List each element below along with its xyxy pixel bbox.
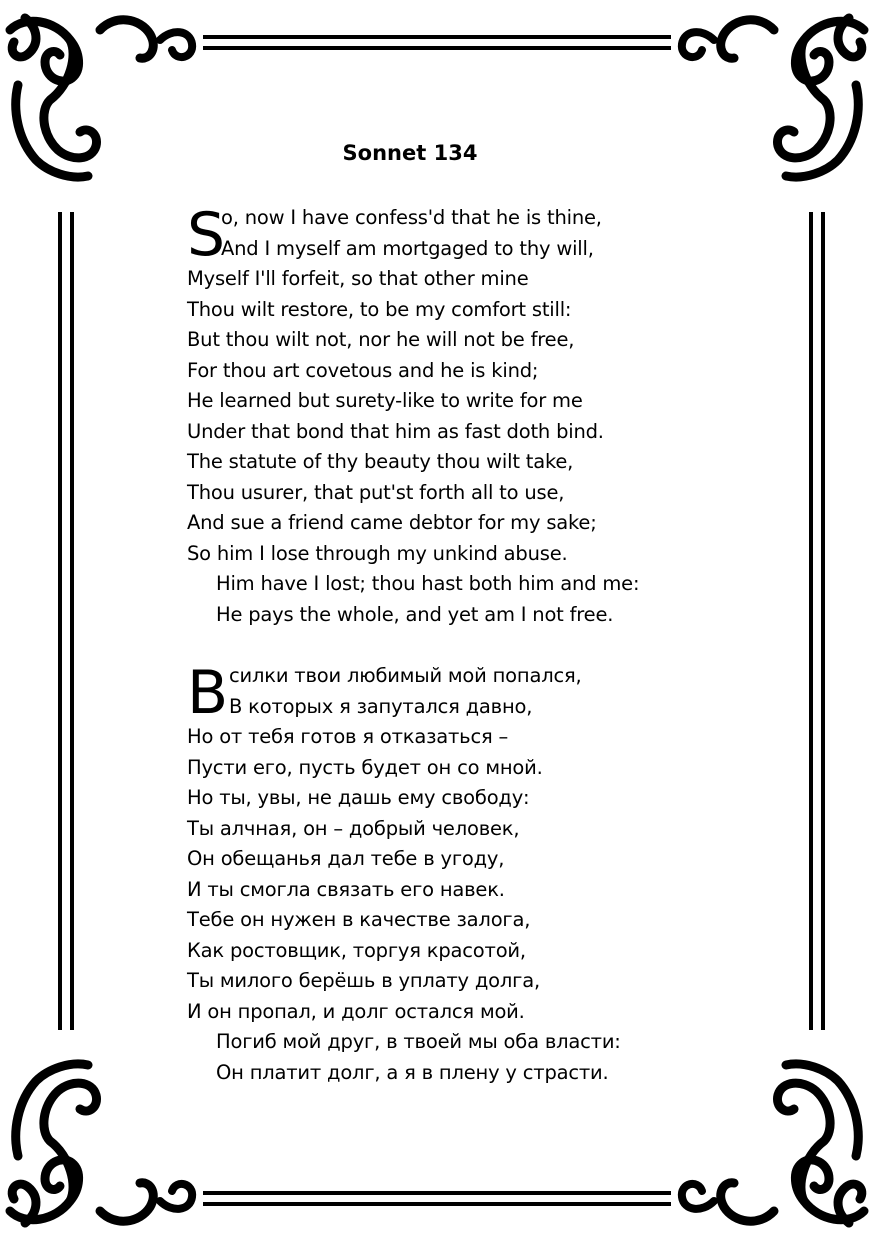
poem-line: Myself I'll forfeit, so that other mine (187, 267, 529, 290)
corner-ornament-bottom-right (682, 1064, 864, 1223)
border-rule-left (60, 212, 72, 1030)
poem-line: Under that bond that him as fast doth bind. (187, 419, 604, 443)
english-sonnet (187, 200, 640, 630)
poem-line: И ты смогла связать его навек. (187, 877, 505, 901)
poem-line: o, now I have confess'd that he is thine, (221, 206, 602, 229)
page-title: Sonnet 134 (342, 141, 478, 165)
poem-line: And sue a friend came debtor for my sake; (187, 511, 597, 534)
drop-cap: В (187, 658, 229, 728)
poem-line: Ты алчная, он – добрый человек, (187, 816, 520, 840)
poem-line: Он обещанья дал тебе в угоду, (187, 847, 505, 870)
poem-line: But thou wilt not, nor he will not be free, (187, 328, 575, 351)
poem-line: So him I lose through my unkind abuse. (187, 541, 568, 565)
border-rule-right (811, 212, 823, 1030)
russian-sonnet (187, 658, 621, 1088)
couplet-line: Him have I lost; thou hast both him and me: (216, 572, 640, 595)
russian-opening (187, 658, 621, 728)
poem-line: Но ты, увы, не дашь ему свободу: (187, 786, 530, 809)
poem-line: He learned but surety-like to write for me (187, 389, 583, 412)
poem-line: Ты милого берёшь в уплату долга, (187, 969, 540, 992)
poem-line: силки твои любимый мой попался, (229, 664, 582, 687)
poem-line: Тебе он нужен в качестве залога, (187, 908, 531, 931)
corner-ornament-bottom-left (10, 1064, 192, 1223)
border-rule-bottom (203, 1193, 671, 1204)
poem-line: For thou art covetous and he is kind; (187, 358, 539, 382)
poem-line: Как ростовщик, торгуя красотой, (187, 938, 526, 962)
border-rule-top (203, 37, 671, 48)
poem-line: Пусти его, пусть будет он со мной. (187, 755, 543, 779)
poem-line: В которых я запутался давно, (229, 694, 533, 718)
poem-line: Thou wilt restore, to be my comfort still: (187, 297, 572, 321)
poem-line: И он пропал, и долг остался мой. (187, 999, 525, 1023)
couplet-line: He pays the whole, and yet am I not free. (216, 602, 614, 626)
poem-line: The statute of thy beauty thou wilt take, (187, 450, 574, 473)
poem-line: And I myself am mortgaged to thy will, (221, 236, 594, 260)
poem-line: Но от тебя готов я отказаться – (187, 725, 509, 748)
english-opening (187, 200, 639, 270)
drop-cap: S (187, 200, 226, 270)
couplet-line: Погиб мой друг, в твоей мы оба власти: (216, 1030, 621, 1053)
poem-line: Thou usurer, that put'st forth all to use, (187, 480, 565, 504)
couplet-line: Он платит долг, а я в плену у страсти. (216, 1060, 609, 1084)
